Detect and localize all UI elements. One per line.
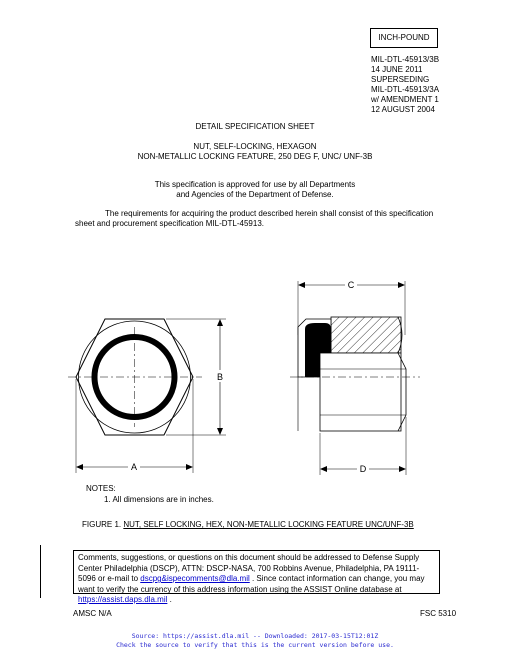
superseding-label: SUPERSEDING <box>371 75 430 84</box>
approval-line1: This specification is approved for use by all Departments <box>154 180 356 189</box>
notes <box>86 483 214 505</box>
comments-text-2: . Since contact information can change, you may want to verify the currency of this address information using the ASSIST Online database at <box>78 574 425 594</box>
change-bar <box>40 545 41 598</box>
dimension-c-label: C <box>347 280 355 290</box>
figure-caption <box>82 520 414 529</box>
nut-drawing <box>60 265 460 480</box>
source-line-2: Check the source to verify that this is the current version before use. <box>116 641 394 649</box>
requirements-paragraph: The requirements for acquiring the product described herein shall consist of this specification sheet and procurement specification MIL-DTL-45913. <box>75 209 434 228</box>
part-title-line1: NUT, SELF-LOCKING, HEXAGON <box>193 142 317 151</box>
superseded-date: 12 AUGUST 2004 <box>371 105 435 114</box>
assist-url-link[interactable]: https://assist.daps.dla.mil <box>78 595 168 604</box>
nut-side-view <box>290 279 420 475</box>
dimension-a-label: A <box>130 462 138 472</box>
dimension-b-label: B <box>216 372 224 382</box>
figure-caption-title: NUT, SELF LOCKING, HEX, NON-METALLIC LOCKING FEATURE UNC/UNF-3B <box>123 520 414 529</box>
notes-heading: NOTES: <box>86 484 116 493</box>
doc-number: MIL-DTL-45913/3B <box>371 55 440 64</box>
comments-box <box>73 550 440 604</box>
amendment: w/ AMENDMENT 1 <box>371 95 439 104</box>
fsc-label: FSC 5310 <box>420 609 457 618</box>
hex-front-view <box>68 319 226 473</box>
source-notice <box>0 632 510 650</box>
source-line-1: Source: https://assist.dla.mil -- Downloaded: 2017-03-15T12:01Z <box>131 632 379 640</box>
document-identification <box>371 55 439 115</box>
inch-pound-box: INCH-POUND <box>370 28 438 48</box>
sheet-title: DETAIL SPECIFICATION SHEET <box>195 122 315 131</box>
doc-date: 14 JUNE 2011 <box>371 65 423 74</box>
approval-line2: and Agencies of the Department of Defense. <box>176 190 334 199</box>
figure-caption-prefix: FIGURE 1. <box>82 520 124 529</box>
comments-email-link[interactable]: dscpg&ispecomments@dla.mil <box>140 574 250 583</box>
part-title-line2: NON-METALLIC LOCKING FEATURE, 250 DEG F, UNC/ UNF-3B <box>137 152 373 161</box>
note-item-1: 1. All dimensions are in inches. <box>104 495 214 504</box>
superseded-doc: MIL-DTL-45913/3A <box>371 85 440 94</box>
amsc-label: AMSC N/A <box>73 609 112 618</box>
dimension-d-label: D <box>359 464 367 474</box>
comments-text-3: . <box>167 595 172 604</box>
comments-text-1: Comments, suggestions, or questions on this document should be addressed to Defense Supply Center Philadelphia (DSCP), ATTN: DSCP-NASA, 700 Robbins Avenue, Philadelphia, PA 19111-5096 or e-mail to <box>78 553 420 583</box>
